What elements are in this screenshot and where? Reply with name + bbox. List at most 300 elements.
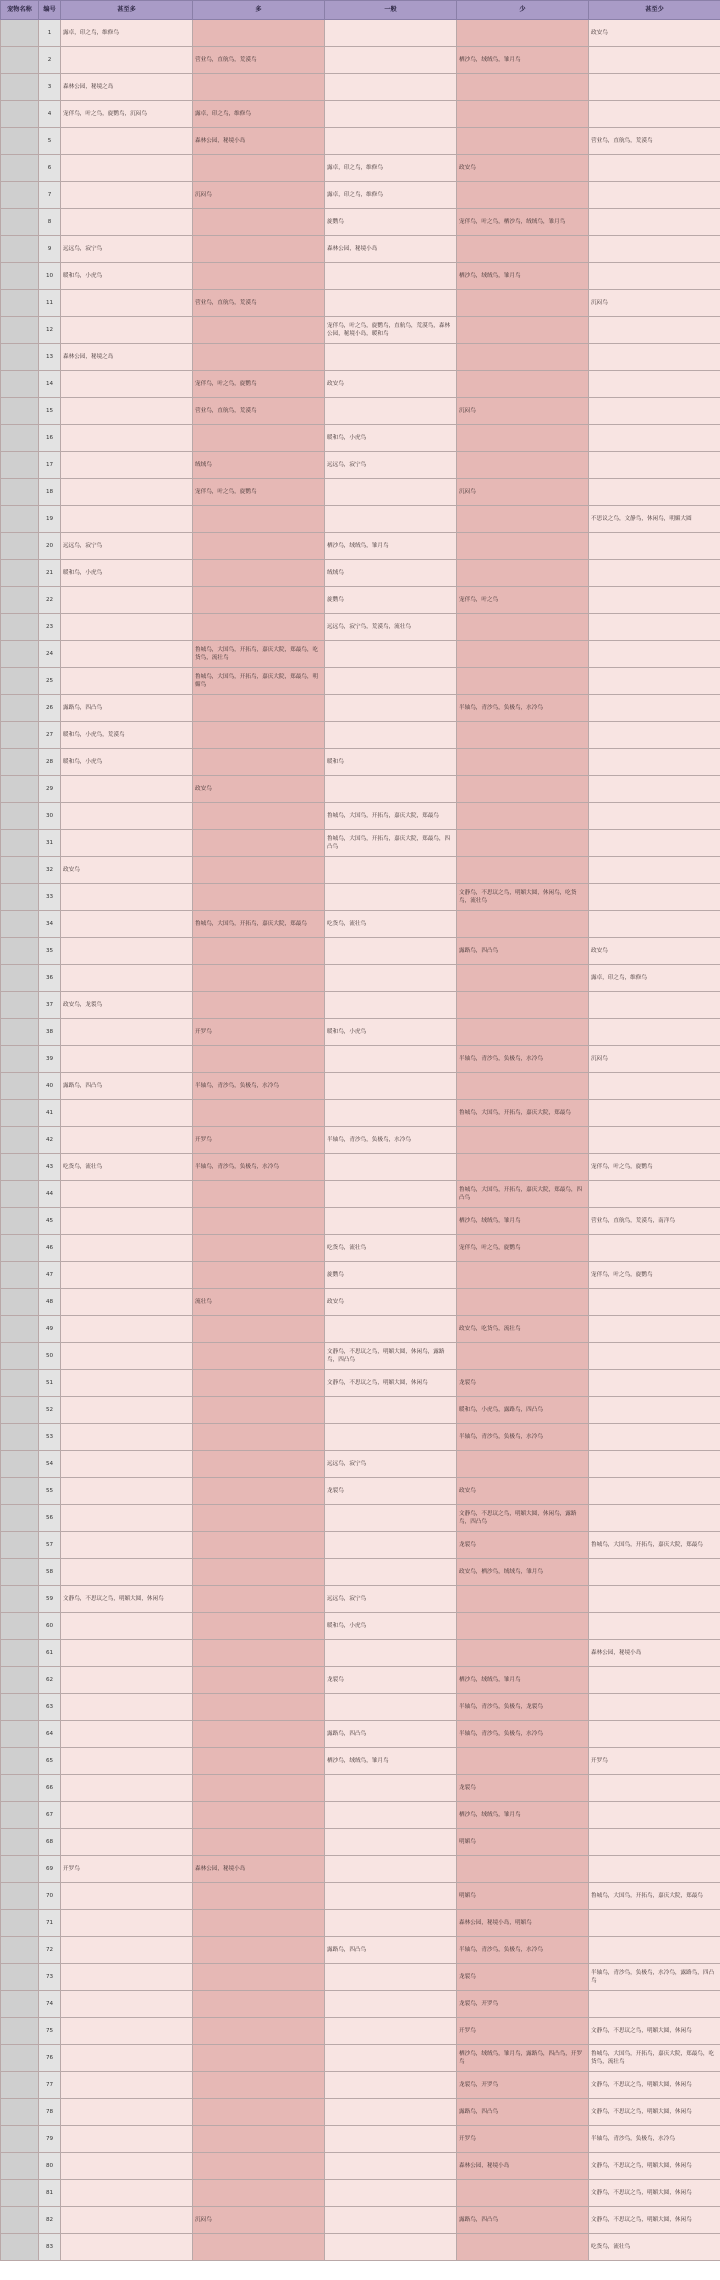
table-row bbox=[1, 182, 720, 209]
table-cell: 不思议之鸟，文静鸟，休闲鸟，明媚大圆 bbox=[589, 506, 720, 533]
table-row bbox=[1, 695, 720, 722]
table-cell bbox=[325, 1154, 457, 1181]
table-cell bbox=[589, 209, 720, 236]
id-cell: 31 bbox=[39, 830, 61, 857]
pet-name-cell bbox=[1, 2126, 39, 2153]
table-cell bbox=[589, 560, 720, 587]
table-cell: 政安鸟 bbox=[589, 938, 720, 965]
table-cell bbox=[61, 1370, 193, 1397]
table-cell bbox=[325, 1802, 457, 1829]
table-cell: 吃货鸟，流壮鸟 bbox=[325, 911, 457, 938]
table-cell: 鲁城鸟，大国鸟，开拓鸟，嘉庆大院，郑最鸟，吃货鸟，流壮鸟 bbox=[589, 2045, 720, 2072]
table-cell bbox=[325, 20, 457, 47]
table-cell: 森林公园，秘境小岛 bbox=[325, 236, 457, 263]
id-cell: 30 bbox=[39, 803, 61, 830]
table-cell: 露卓，印之鸟，维修鸟 bbox=[193, 101, 325, 128]
table-row bbox=[1, 1316, 720, 1343]
table-cell bbox=[457, 101, 589, 128]
table-cell bbox=[325, 1910, 457, 1937]
table-cell: 营业鸟，直航鸟，荒漠鸟 bbox=[193, 290, 325, 317]
pet-name-cell bbox=[1, 1937, 39, 1964]
table-cell: 半轴鸟，青沙鸟，负极鸟，水冷鸟 bbox=[193, 1073, 325, 1100]
table-cell bbox=[61, 587, 193, 614]
table-cell: 文静鸟，不思议之鸟，明媚大圆，休闲鸟 bbox=[589, 2207, 720, 2234]
table-cell bbox=[193, 209, 325, 236]
table-cell: 半轴鸟，青沙鸟，负极鸟，水冷鸟 bbox=[457, 1721, 589, 1748]
table-row bbox=[1, 1775, 720, 1802]
pet-name-cell bbox=[1, 587, 39, 614]
table-cell: 明媚鸟 bbox=[457, 1829, 589, 1856]
table-cell: 龙裂鸟 bbox=[325, 1478, 457, 1505]
pet-name-cell bbox=[1, 722, 39, 749]
table-cell bbox=[193, 695, 325, 722]
pet-name-cell bbox=[1, 236, 39, 263]
table-cell bbox=[589, 182, 720, 209]
table-cell bbox=[61, 2018, 193, 2045]
table-cell: 露路鸟，四凸鸟 bbox=[325, 1937, 457, 1964]
table-cell bbox=[589, 1802, 720, 1829]
pet-name-cell bbox=[1, 479, 39, 506]
table-cell bbox=[193, 1694, 325, 1721]
table-cell bbox=[61, 1775, 193, 1802]
table-row bbox=[1, 398, 720, 425]
id-cell: 35 bbox=[39, 938, 61, 965]
pet-name-cell bbox=[1, 1289, 39, 1316]
table-cell bbox=[193, 1991, 325, 2018]
table-cell bbox=[193, 857, 325, 884]
pet-name-cell bbox=[1, 830, 39, 857]
id-cell: 56 bbox=[39, 1505, 61, 1532]
id-cell: 44 bbox=[39, 1181, 61, 1208]
pet-name-cell bbox=[1, 2153, 39, 2180]
table-cell: 栖沙鸟，绒绒鸟，雏月鸟 bbox=[325, 1748, 457, 1775]
table-row bbox=[1, 1667, 720, 1694]
table-cell: 旋鹦鸟 bbox=[325, 587, 457, 614]
table-row bbox=[1, 2072, 720, 2099]
table-cell bbox=[193, 2180, 325, 2207]
table-cell: 鲁城鸟，大国鸟，开拓鸟，嘉庆大院，郑最鸟，四凸鸟 bbox=[325, 830, 457, 857]
table-cell: 文静鸟，不思议之鸟，明媚大圆，休闲鸟，露路鸟，四凸鸟 bbox=[325, 1343, 457, 1370]
table-cell bbox=[325, 398, 457, 425]
id-cell: 46 bbox=[39, 1235, 61, 1262]
table-cell bbox=[61, 1802, 193, 1829]
table-cell bbox=[457, 911, 589, 938]
table-cell bbox=[589, 1694, 720, 1721]
id-cell: 27 bbox=[39, 722, 61, 749]
table-cell bbox=[325, 1640, 457, 1667]
table-cell: 半轴鸟，青沙鸟，负极鸟，水冷鸟 bbox=[193, 1154, 325, 1181]
table-cell bbox=[61, 2153, 193, 2180]
table-cell bbox=[457, 533, 589, 560]
table-cell: 龙裂鸟，开罗鸟 bbox=[457, 1991, 589, 2018]
table-cell bbox=[193, 1910, 325, 1937]
pet-name-cell bbox=[1, 1991, 39, 2018]
table-cell: 露卓，印之鸟，维修鸟 bbox=[325, 182, 457, 209]
table-cell: 文静鸟，不思议之鸟，明媚大圆，休闲鸟 bbox=[589, 2180, 720, 2207]
id-cell: 63 bbox=[39, 1694, 61, 1721]
id-cell: 40 bbox=[39, 1073, 61, 1100]
id-cell: 24 bbox=[39, 641, 61, 668]
table-cell bbox=[457, 722, 589, 749]
table-cell bbox=[61, 668, 193, 695]
table-cell bbox=[193, 533, 325, 560]
table-cell bbox=[589, 884, 720, 911]
table-cell: 政安鸟 bbox=[325, 371, 457, 398]
table-cell bbox=[457, 74, 589, 101]
table-cell bbox=[61, 2126, 193, 2153]
table-row bbox=[1, 290, 720, 317]
table-row bbox=[1, 1640, 720, 1667]
table-cell bbox=[61, 182, 193, 209]
table-cell bbox=[457, 1019, 589, 1046]
pet-name-cell bbox=[1, 1829, 39, 1856]
table-cell bbox=[61, 2180, 193, 2207]
id-cell: 83 bbox=[39, 2234, 61, 2261]
table-row bbox=[1, 1235, 720, 1262]
table-cell bbox=[193, 830, 325, 857]
table-row bbox=[1, 1478, 720, 1505]
table-cell bbox=[61, 1451, 193, 1478]
table-row bbox=[1, 1397, 720, 1424]
table-cell: 森林公园，秘境小岛 bbox=[193, 1856, 325, 1883]
table-cell bbox=[589, 776, 720, 803]
table-cell bbox=[325, 2207, 457, 2234]
column-header: 甚至多 bbox=[61, 1, 193, 20]
pet-name-cell bbox=[1, 965, 39, 992]
table-cell bbox=[193, 1424, 325, 1451]
table-cell bbox=[325, 641, 457, 668]
table-cell: 远远鸟，寂宁鸟 bbox=[61, 236, 193, 263]
table-cell bbox=[325, 857, 457, 884]
table-cell: 政安鸟 bbox=[589, 20, 720, 47]
table-cell bbox=[589, 1559, 720, 1586]
table-cell bbox=[61, 1721, 193, 1748]
pet-name-cell bbox=[1, 1883, 39, 1910]
pet-name-cell bbox=[1, 1613, 39, 1640]
pet-name-cell bbox=[1, 776, 39, 803]
column-header: 宠物名称 bbox=[1, 1, 39, 20]
table-cell bbox=[325, 2180, 457, 2207]
table-cell bbox=[61, 1640, 193, 1667]
table-cell: 营业鸟，直航鸟，荒漠鸟，南洋鸟 bbox=[589, 1208, 720, 1235]
table-cell: 半轴鸟，青沙鸟，负极鸟，水冷鸟 bbox=[589, 2126, 720, 2153]
table-cell bbox=[589, 1451, 720, 1478]
table-row bbox=[1, 479, 720, 506]
id-cell: 28 bbox=[39, 749, 61, 776]
table-cell: 鲁城鸟，大国鸟，开拓鸟，嘉庆大院，郑最鸟 bbox=[589, 1532, 720, 1559]
pet-name-cell bbox=[1, 1343, 39, 1370]
table-cell bbox=[193, 1937, 325, 1964]
table-cell: 宠伴鸟，叶之鸟 bbox=[457, 587, 589, 614]
table-cell bbox=[193, 884, 325, 911]
table-cell: 文静鸟，不思议之鸟，明媚大圆，休闲鸟，露路鸟，四凸鸟 bbox=[457, 1505, 589, 1532]
pet-name-cell bbox=[1, 1478, 39, 1505]
table-cell bbox=[589, 533, 720, 560]
table-cell bbox=[61, 1262, 193, 1289]
table-cell bbox=[193, 1802, 325, 1829]
table-cell bbox=[193, 425, 325, 452]
table-cell bbox=[193, 1532, 325, 1559]
pet-name-cell bbox=[1, 452, 39, 479]
table-cell bbox=[61, 1208, 193, 1235]
id-cell: 82 bbox=[39, 2207, 61, 2234]
pet-name-cell bbox=[1, 1262, 39, 1289]
table-cell bbox=[193, 1505, 325, 1532]
id-cell: 72 bbox=[39, 1937, 61, 1964]
id-cell: 33 bbox=[39, 884, 61, 911]
table-cell bbox=[457, 452, 589, 479]
table-cell bbox=[325, 2072, 457, 2099]
table-cell: 政安鸟，栖沙鸟，绒绒鸟，雏月鸟 bbox=[457, 1559, 589, 1586]
table-cell bbox=[325, 1964, 457, 1991]
table-cell bbox=[61, 1343, 193, 1370]
table-cell bbox=[325, 992, 457, 1019]
pet-name-cell bbox=[1, 128, 39, 155]
table-cell: 开罗鸟 bbox=[193, 1127, 325, 1154]
table-cell bbox=[61, 317, 193, 344]
table-cell bbox=[193, 803, 325, 830]
table-row bbox=[1, 1181, 720, 1208]
id-cell: 80 bbox=[39, 2153, 61, 2180]
column-header: 一般 bbox=[325, 1, 457, 20]
table-cell: 露卓，印之鸟，维修鸟 bbox=[61, 20, 193, 47]
pet-name-cell bbox=[1, 263, 39, 290]
id-cell: 47 bbox=[39, 1262, 61, 1289]
table-row bbox=[1, 1856, 720, 1883]
table-cell bbox=[589, 1586, 720, 1613]
table-row bbox=[1, 1721, 720, 1748]
table-cell bbox=[457, 992, 589, 1019]
table-cell bbox=[325, 47, 457, 74]
table-cell bbox=[325, 1073, 457, 1100]
table-cell bbox=[193, 1640, 325, 1667]
table-cell bbox=[589, 317, 720, 344]
table-cell bbox=[61, 128, 193, 155]
pet-name-cell bbox=[1, 1100, 39, 1127]
table-cell: 龙裂鸟 bbox=[457, 1964, 589, 1991]
table-cell: 营业鸟，直航鸟，荒漠鸟 bbox=[193, 398, 325, 425]
table-cell bbox=[589, 1397, 720, 1424]
pet-name-cell bbox=[1, 20, 39, 47]
id-cell: 26 bbox=[39, 695, 61, 722]
table-cell bbox=[589, 1721, 720, 1748]
id-cell: 7 bbox=[39, 182, 61, 209]
id-cell: 70 bbox=[39, 1883, 61, 1910]
pet-name-cell bbox=[1, 1046, 39, 1073]
table-cell: 远远鸟，寂宁鸟 bbox=[325, 1586, 457, 1613]
table-row bbox=[1, 1289, 720, 1316]
table-cell: 半轴鸟，青沙鸟，负极鸟，水冷鸟，露路鸟，四凸鸟 bbox=[589, 1964, 720, 1991]
pet-name-cell bbox=[1, 1073, 39, 1100]
table-cell bbox=[589, 479, 720, 506]
table-cell bbox=[457, 965, 589, 992]
table-cell: 栖沙鸟，绒绒鸟，雏月鸟 bbox=[457, 263, 589, 290]
table-cell: 远远鸟，寂宁鸟，荒漠鸟，流壮鸟 bbox=[325, 614, 457, 641]
table-cell bbox=[193, 1262, 325, 1289]
table-row bbox=[1, 1127, 720, 1154]
table-cell bbox=[193, 587, 325, 614]
table-cell bbox=[325, 1181, 457, 1208]
table-cell bbox=[193, 1316, 325, 1343]
table-cell: 宠伴鸟，叶之鸟，旋鹦鸟 bbox=[589, 1262, 720, 1289]
table-cell: 栖沙鸟，绒绒鸟，雏月鸟 bbox=[325, 533, 457, 560]
id-cell: 81 bbox=[39, 2180, 61, 2207]
id-cell: 50 bbox=[39, 1343, 61, 1370]
table-row bbox=[1, 1964, 720, 1991]
table-cell: 栖沙鸟，绒绒鸟，雏月鸟 bbox=[457, 1208, 589, 1235]
pet-name-cell bbox=[1, 209, 39, 236]
table-cell: 开罗鸟 bbox=[589, 1748, 720, 1775]
table-row bbox=[1, 1559, 720, 1586]
table-cell: 半轴鸟，青沙鸟，负极鸟，水冷鸟 bbox=[457, 695, 589, 722]
table-row bbox=[1, 209, 720, 236]
table-cell bbox=[61, 1397, 193, 1424]
table-row bbox=[1, 749, 720, 776]
table-cell bbox=[589, 1910, 720, 1937]
table-row bbox=[1, 263, 720, 290]
table-cell bbox=[61, 1964, 193, 1991]
id-cell: 67 bbox=[39, 1802, 61, 1829]
table-cell: 鲁城鸟，大国鸟，开拓鸟，嘉庆大院，郑最鸟 bbox=[193, 911, 325, 938]
table-cell: 露路鸟，四凸鸟 bbox=[325, 1721, 457, 1748]
id-cell: 39 bbox=[39, 1046, 61, 1073]
id-cell: 3 bbox=[39, 74, 61, 101]
table-cell: 流壮鸟 bbox=[193, 1289, 325, 1316]
table-cell bbox=[457, 1586, 589, 1613]
table-cell bbox=[325, 263, 457, 290]
id-cell: 58 bbox=[39, 1559, 61, 1586]
table-row bbox=[1, 1451, 720, 1478]
table-row bbox=[1, 1424, 720, 1451]
table-cell bbox=[193, 560, 325, 587]
pet-name-cell bbox=[1, 1559, 39, 1586]
id-cell: 6 bbox=[39, 155, 61, 182]
table-row bbox=[1, 2180, 720, 2207]
table-row bbox=[1, 560, 720, 587]
pet-name-cell bbox=[1, 641, 39, 668]
table-cell: 政安鸟 bbox=[61, 857, 193, 884]
table-row bbox=[1, 2018, 720, 2045]
table-cell: 宠伴鸟，叶之鸟，旋鹦鸟 bbox=[457, 1235, 589, 1262]
table-cell bbox=[457, 668, 589, 695]
table-row bbox=[1, 371, 720, 398]
pet-name-cell bbox=[1, 1586, 39, 1613]
table-row bbox=[1, 1073, 720, 1100]
table-cell bbox=[193, 1046, 325, 1073]
table-row bbox=[1, 722, 720, 749]
table-row bbox=[1, 1586, 720, 1613]
table-cell: 龙裂鸟，开罗鸟 bbox=[457, 2072, 589, 2099]
table-cell bbox=[193, 2153, 325, 2180]
table-cell bbox=[61, 1559, 193, 1586]
table-cell: 营业鸟，直航鸟，荒漠鸟 bbox=[193, 47, 325, 74]
pet-name-cell bbox=[1, 1748, 39, 1775]
table-cell bbox=[61, 1289, 193, 1316]
table-cell bbox=[457, 857, 589, 884]
pet-name-cell bbox=[1, 668, 39, 695]
table-cell: 宠伴鸟，叶之鸟，栖沙鸟，绒绒鸟，雏月鸟 bbox=[457, 209, 589, 236]
table-cell: 暖和鸟，小虎鸟 bbox=[325, 1019, 457, 1046]
table-cell bbox=[193, 74, 325, 101]
table-cell bbox=[589, 1775, 720, 1802]
table-cell bbox=[457, 2180, 589, 2207]
pet-name-cell bbox=[1, 2045, 39, 2072]
table-cell bbox=[457, 1343, 589, 1370]
pet-name-cell bbox=[1, 695, 39, 722]
table-cell bbox=[193, 2045, 325, 2072]
table-cell bbox=[589, 830, 720, 857]
id-cell: 17 bbox=[39, 452, 61, 479]
table-cell: 宠伴鸟，叶之鸟，旋鹦鸟 bbox=[193, 479, 325, 506]
table-cell: 沉闷鸟 bbox=[193, 182, 325, 209]
table-cell bbox=[457, 506, 589, 533]
id-cell: 5 bbox=[39, 128, 61, 155]
table-cell bbox=[61, 2099, 193, 2126]
table-cell: 宠伴鸟，叶之鸟，旋鹦鸟，直航鸟，荒漠鸟，森林公园，秘境小岛，暖和鸟 bbox=[325, 317, 457, 344]
table-cell bbox=[193, 1748, 325, 1775]
id-cell: 75 bbox=[39, 2018, 61, 2045]
table-cell bbox=[61, 2045, 193, 2072]
table-cell: 沉闷鸟 bbox=[589, 290, 720, 317]
table-cell bbox=[457, 641, 589, 668]
table-cell bbox=[193, 155, 325, 182]
table-cell: 暖和鸟，小虎鸟 bbox=[325, 1613, 457, 1640]
pet-name-cell bbox=[1, 506, 39, 533]
table-cell bbox=[589, 587, 720, 614]
table-cell bbox=[61, 1235, 193, 1262]
table-cell bbox=[457, 182, 589, 209]
id-cell: 1 bbox=[39, 20, 61, 47]
table-cell bbox=[325, 938, 457, 965]
id-cell: 12 bbox=[39, 317, 61, 344]
table-row bbox=[1, 1802, 720, 1829]
table-cell: 文静鸟，不思议之鸟，明媚大圆，休闲鸟 bbox=[325, 1370, 457, 1397]
table-row bbox=[1, 1829, 720, 1856]
id-cell: 69 bbox=[39, 1856, 61, 1883]
table-cell: 营业鸟，直航鸟，荒漠鸟 bbox=[589, 128, 720, 155]
table-cell bbox=[61, 398, 193, 425]
table-cell bbox=[325, 722, 457, 749]
table-cell bbox=[589, 398, 720, 425]
table-cell bbox=[589, 722, 720, 749]
table-cell: 龙裂鸟 bbox=[457, 1775, 589, 1802]
table-row bbox=[1, 1343, 720, 1370]
table-cell bbox=[589, 1100, 720, 1127]
table-cell bbox=[589, 695, 720, 722]
table-cell bbox=[61, 506, 193, 533]
id-cell: 22 bbox=[39, 587, 61, 614]
table-row bbox=[1, 938, 720, 965]
table-cell: 旋鹦鸟 bbox=[325, 1262, 457, 1289]
id-cell: 68 bbox=[39, 1829, 61, 1856]
table-cell bbox=[589, 911, 720, 938]
table-cell bbox=[61, 776, 193, 803]
table-cell bbox=[61, 1316, 193, 1343]
id-cell: 55 bbox=[39, 1478, 61, 1505]
table-cell: 政安鸟 bbox=[457, 1478, 589, 1505]
header-row bbox=[1, 1, 720, 20]
id-cell: 62 bbox=[39, 1667, 61, 1694]
table-cell: 明媚鸟 bbox=[457, 1883, 589, 1910]
table-cell bbox=[325, 1775, 457, 1802]
table-cell bbox=[325, 2234, 457, 2261]
id-cell: 34 bbox=[39, 911, 61, 938]
table-row bbox=[1, 533, 720, 560]
table-cell bbox=[325, 1424, 457, 1451]
table-row bbox=[1, 452, 720, 479]
table-cell bbox=[325, 1397, 457, 1424]
table-row bbox=[1, 992, 720, 1019]
